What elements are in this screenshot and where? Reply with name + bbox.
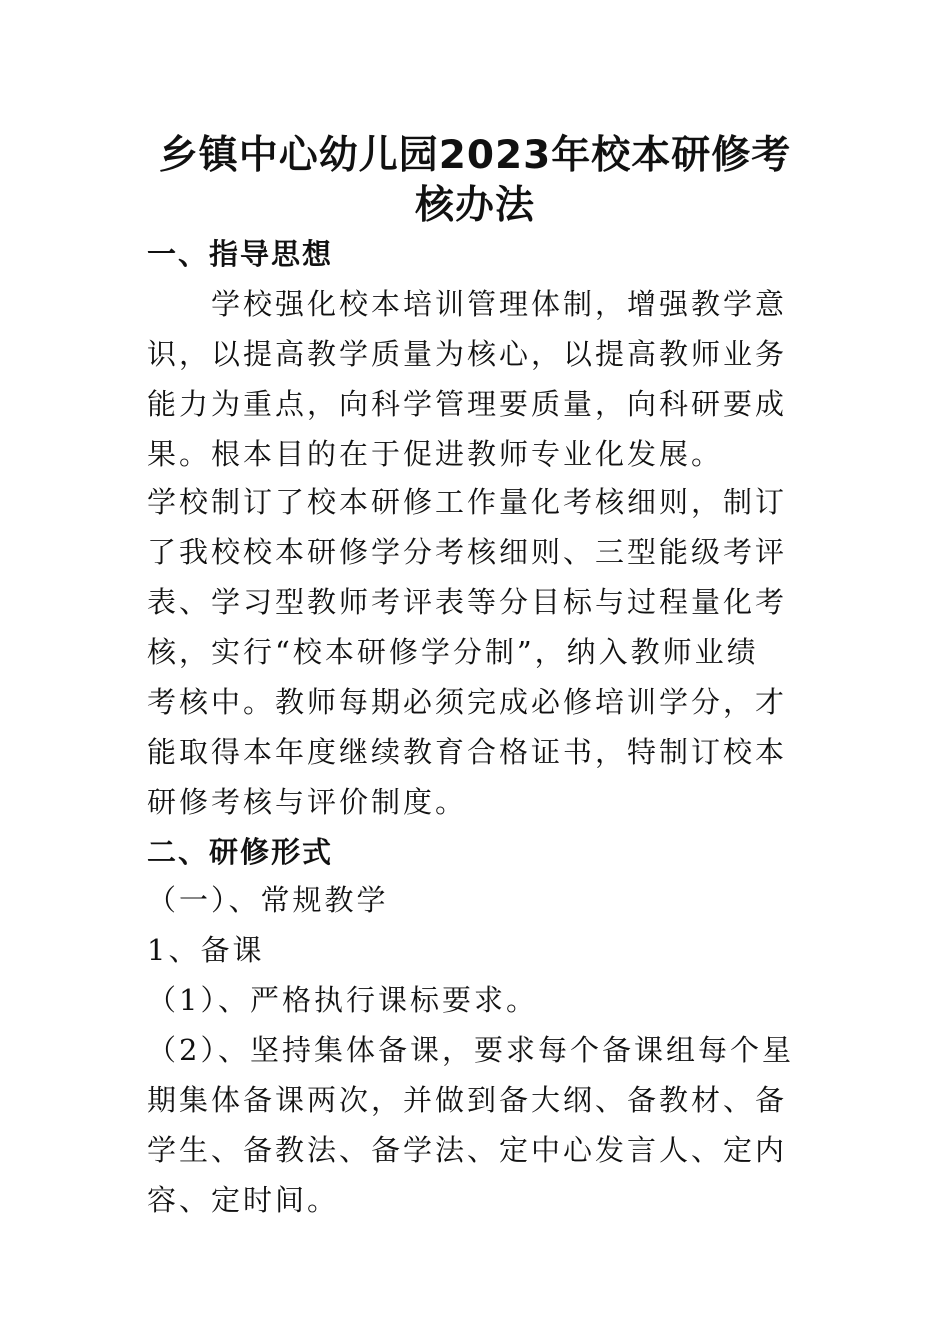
paragraph-line: 识，以提高教学质量为核心，以提高教师业务 (147, 337, 788, 371)
paragraph-line: 核，实行“校本研修学分制”，纳入教师业绩 (147, 635, 759, 669)
paragraph-line: 学校制订了校本研修工作量化考核细则，制订 (147, 485, 788, 519)
document-title-line2: 核办法 (414, 183, 535, 228)
paragraph-line: 容、定时间。 (147, 1183, 340, 1217)
section1-heading: 一、指导思想 (147, 237, 334, 271)
paragraph-line: 能取得本年度继续教育合格证书，特制订校本 (147, 735, 788, 769)
section2-heading: 二、研修形式 (147, 835, 334, 869)
paragraph-line: 学生、备教法、备学法、定中心发言人、定内 (147, 1133, 788, 1167)
list-item: （1）、严格执行课标要求。 (147, 983, 538, 1017)
document-title-line1: 乡镇中心幼儿园2023年校本研修考 (158, 133, 792, 178)
subsection-heading: （一）、常规教学 (147, 883, 389, 917)
list-item: 1、备课 (147, 933, 265, 967)
paragraph-line: 表、学习型教师考评表等分目标与过程量化考 (147, 585, 788, 619)
paragraph-line: 果。根本目的在于促进教师专业化发展。 (147, 437, 724, 471)
paragraph-line: 能力为重点，向科学管理要质量，向科研要成 (147, 387, 788, 421)
paragraph-line: 研修考核与评价制度。 (147, 785, 468, 819)
paragraph-line: （2）、坚持集体备课，要求每个备课组每个星 (147, 1033, 794, 1067)
paragraph-line: 考核中。教师每期必须完成必修培训学分，才 (147, 685, 788, 719)
paragraph-line: 了我校校本研修学分考核细则、三型能级考评 (147, 535, 788, 569)
paragraph-line: 学校强化校本培训管理体制，增强教学意 (211, 287, 788, 321)
paragraph-line: 期集体备课两次，并做到备大纲、备教材、备 (147, 1083, 788, 1117)
